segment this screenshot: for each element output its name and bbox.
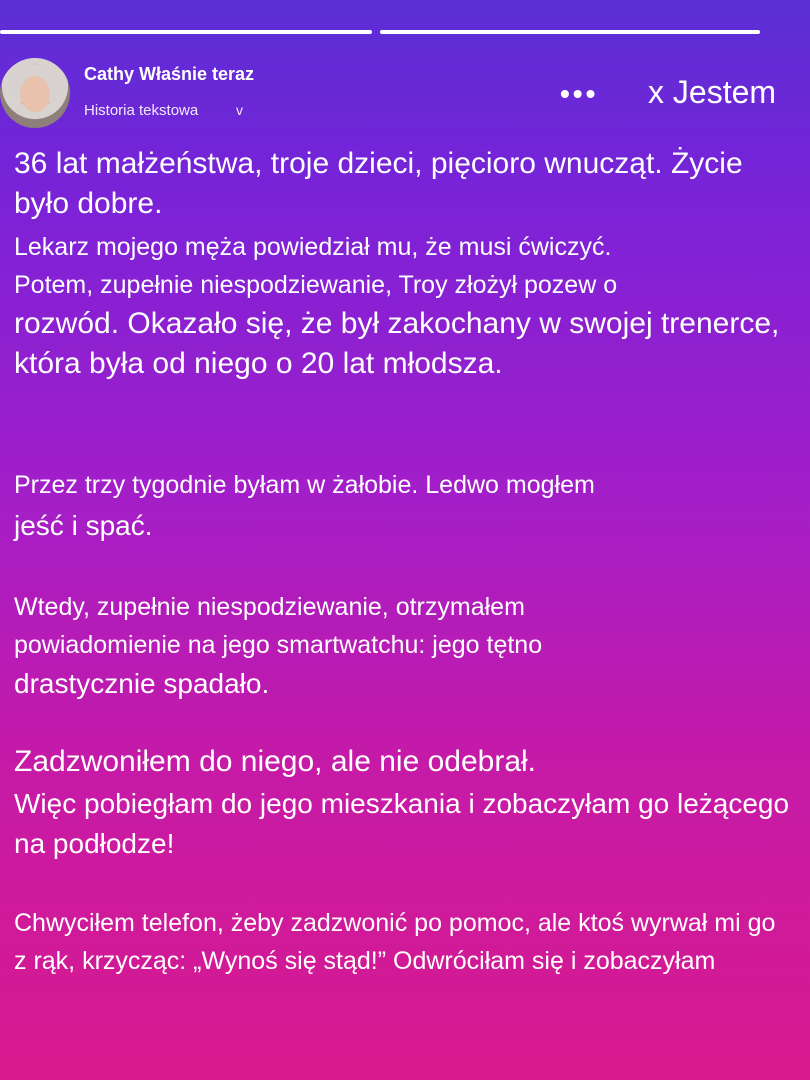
paragraph-1: 36 lat małżeństwa, troje dzieci, pięcioro wnucząt. Życie było dobre. <box>14 147 743 220</box>
paragraph-8: powiadomienie na jego smartwatchu: jego tętno <box>14 631 543 659</box>
paragraph-11: Więc pobiegłam do jego mieszkania i zobaczyłam go leżącego na podłodze! <box>14 788 790 859</box>
paragraph-5: Przez trzy tygodnie byłam w żałobie. Ledwo mogłem <box>14 471 595 499</box>
close-button[interactable]: x Jestem <box>648 74 777 110</box>
chevron-down-icon[interactable]: v <box>236 102 243 118</box>
paragraph-12: Chwyciłem telefon, żeby zadzwonić po pomoc, ale ktoś wyrwał mi go z rąk, krzycząc: „Wynoś się stąd!” Odwróciłam się i zobaczyłam <box>14 909 776 975</box>
paragraph-7: Wtedy, zupełnie niespodziewanie, otrzymałem <box>14 593 525 621</box>
paragraph-6: jeść i spać. <box>14 510 153 541</box>
username[interactable]: Cathy Właśnie teraz <box>84 64 255 84</box>
paragraph-10: Zadzwoniłem do niego, ale nie odebrał. <box>14 745 536 778</box>
more-options-button[interactable]: ••• <box>560 78 599 109</box>
paragraph-4: rozwód. Okazało się, że był zakochany w swojej trenerce, która była od niego o 20 lat młodsza. <box>14 307 780 380</box>
paragraph-2: Lekarz mojego męża powiedział mu, że musi ćwiczyć. <box>14 233 612 261</box>
paragraph-3: Potem, zupełnie niespodziewanie, Troy złożył pozew o <box>14 271 618 299</box>
story-type: Historia tekstowa <box>84 102 199 119</box>
paragraph-9: drastycznie spadało. <box>14 668 270 699</box>
